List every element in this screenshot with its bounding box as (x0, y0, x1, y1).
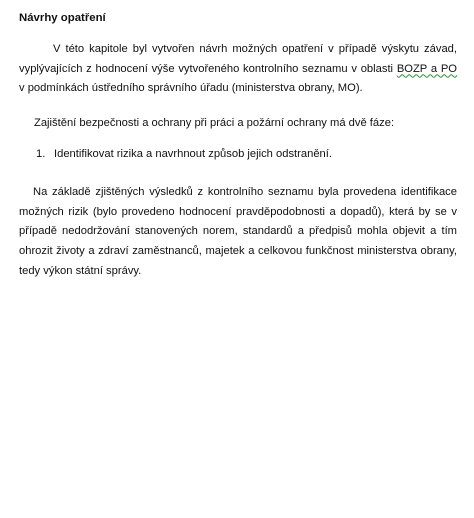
section-heading: Návrhy opatření (19, 12, 106, 24)
paragraph-intro (19, 40, 457, 99)
list-item-text: Identifikovat rizika a navrhnout způsob jejich odstranění. (54, 148, 332, 160)
list-item-number: 1. (36, 148, 46, 160)
paragraph-intro-text-end: v podmínkách ústředního správního úřadu (ministerstva obrany, MO). (19, 82, 363, 95)
paragraph-phases: Zajištění bezpečnosti a ochrany při práci a požární ochrany má dvě fáze: (34, 117, 395, 129)
paragraph-results: Na základě zjištěných výsledků z kontrolního seznamu byla provedena identifikace možných rizik (bylo provedeno hodnocení pravděpodobnosti a dopadů), která by se v případě nedodržování stanovených norem, standardů a předpisů mohla objevit a tím ohrozit životy a zdraví zaměstnanců, majetek a celkovou funkčnost ministerstva obrany, tedy výkon státní správy. (19, 186, 457, 277)
abbreviation-bozp-po: BOZP a PO (396, 62, 457, 75)
list-item (36, 145, 332, 165)
paragraph-intro-text-start: V této kapitole byl vytvořen návrh možných opatření v případě výskytu závad, vyplývajících z hodnocení výše vytvořeného kontrolního seznamu v oblasti (19, 43, 457, 75)
numbered-list (36, 145, 332, 165)
